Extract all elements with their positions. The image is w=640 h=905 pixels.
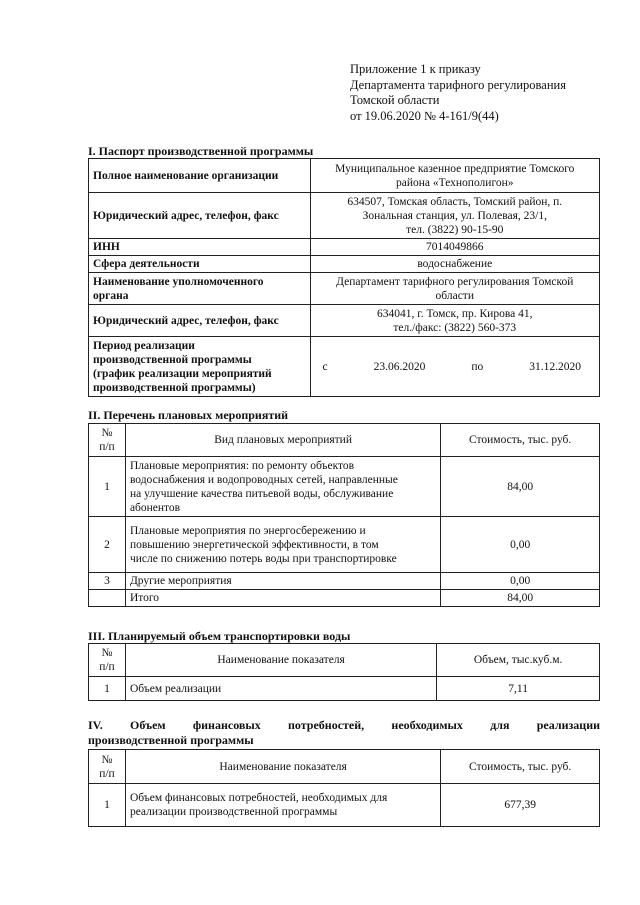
period-value bbox=[310, 337, 599, 397]
row-num: 2 bbox=[89, 517, 126, 573]
column-header-num bbox=[89, 750, 126, 784]
section-4-title-line bbox=[88, 718, 600, 733]
section-2-title: II. Перечень плановых мероприятий bbox=[88, 408, 289, 422]
row-num: 3 bbox=[89, 573, 126, 590]
table-row bbox=[89, 256, 600, 273]
title-word: реализации bbox=[536, 718, 601, 732]
name-line: абонентов bbox=[129, 501, 181, 514]
row-name bbox=[125, 784, 440, 827]
table-row bbox=[89, 573, 600, 590]
passport-value bbox=[310, 273, 599, 305]
name-line: повышению энергетической эффективности, в том bbox=[129, 538, 379, 551]
row-num: 1 bbox=[89, 677, 126, 701]
header-line: п/п bbox=[99, 767, 115, 780]
total-label: Итого bbox=[125, 590, 440, 607]
column-header-name: Наименование показателя bbox=[125, 644, 436, 677]
table-row bbox=[89, 305, 600, 337]
title-word: Объем bbox=[130, 718, 166, 732]
value-line: тел. (3822) 90-15-90 bbox=[406, 223, 504, 236]
passport-table bbox=[88, 158, 600, 397]
period-label bbox=[89, 337, 311, 397]
row-cost: 84,00 bbox=[441, 457, 600, 517]
header-line: п/п bbox=[99, 661, 115, 673]
title-word: для bbox=[490, 718, 510, 732]
section-4-title bbox=[88, 718, 600, 748]
table-row bbox=[89, 159, 600, 193]
header-line: Департамента тарифного регулирования bbox=[350, 77, 566, 92]
section-4-title-line: производственной программы bbox=[88, 733, 254, 747]
header-line: № bbox=[101, 647, 113, 659]
row-name: Объем реализации bbox=[125, 677, 436, 701]
passport-value bbox=[310, 305, 599, 337]
passport-value bbox=[310, 193, 599, 239]
header-line: № bbox=[101, 427, 113, 439]
passport-value bbox=[310, 159, 599, 193]
column-header-cost: Стоимость, тыс. руб. bbox=[441, 424, 600, 457]
label-line: органа bbox=[93, 289, 129, 302]
row-num: 1 bbox=[89, 457, 126, 517]
total-cost: 84,00 bbox=[441, 590, 600, 607]
table-row bbox=[89, 193, 600, 239]
table-total-row bbox=[89, 590, 600, 607]
column-header-num bbox=[89, 424, 126, 457]
passport-label: Юридический адрес, телефон, факс bbox=[89, 193, 311, 239]
row-name: Другие мероприятия bbox=[125, 573, 440, 590]
column-header-cost: Стоимость, тыс. руб. bbox=[441, 750, 600, 784]
header-line: № bbox=[101, 753, 113, 766]
table-row bbox=[89, 337, 600, 397]
value-line: 634041, г. Томск, пр. Кирова 41, bbox=[377, 307, 533, 320]
title-word: IV. bbox=[88, 718, 103, 732]
header-line: Томской области bbox=[350, 93, 440, 107]
header-line: от 19.06.2020 № 4-161/9(44) bbox=[350, 108, 499, 123]
value-line: области bbox=[435, 289, 474, 302]
title-word: финансовых bbox=[192, 718, 261, 732]
period-from-word: с bbox=[322, 360, 328, 373]
row-name bbox=[125, 457, 440, 517]
value-line: Муниципальное казенное предприятие Томского bbox=[335, 162, 575, 175]
transport-volume-table bbox=[88, 643, 600, 701]
title-word: потребностей, bbox=[288, 718, 365, 732]
title-word: необходимых bbox=[391, 718, 463, 732]
passport-label bbox=[89, 273, 311, 305]
value-line: Департамент тарифного регулирования Томской bbox=[336, 275, 574, 288]
label-line: Период реализации bbox=[93, 339, 195, 352]
value-line: тел./факс: (3822) 560-373 bbox=[393, 321, 517, 334]
table-row bbox=[89, 457, 600, 517]
value-line: района «Технополигон» bbox=[395, 176, 514, 189]
measures-table bbox=[88, 423, 600, 607]
name-line: на улучшение качества питьевой воды, обслуживание bbox=[129, 487, 394, 500]
document-header bbox=[350, 62, 610, 124]
row-value: 7,11 bbox=[437, 677, 600, 701]
section-1-title: I. Паспорт производственной программы bbox=[88, 144, 314, 158]
table-header-row bbox=[89, 750, 600, 784]
name-line: числе по снижению потерь воды при транспортировке bbox=[129, 552, 397, 565]
name-line: Плановые мероприятия: по ремонту объектов bbox=[129, 459, 355, 472]
period-to-word: по bbox=[471, 360, 484, 373]
row-cost: 0,00 bbox=[441, 517, 600, 573]
name-line: Плановые мероприятия по энергосбережению и bbox=[129, 524, 366, 537]
name-line: водоснабжения и водопроводных сетей, направленные bbox=[129, 473, 398, 486]
passport-label: Полное наименование организации bbox=[89, 159, 311, 193]
label-line: Наименование уполномоченного bbox=[93, 275, 264, 288]
passport-label: Сфера деятельности bbox=[89, 256, 311, 273]
value-line: Зональная станция, ул. Полевая, 23/1, bbox=[362, 209, 547, 222]
row-cost: 0,00 bbox=[441, 573, 600, 590]
table-header-row bbox=[89, 424, 600, 457]
label-line: (график реализации мероприятий bbox=[93, 367, 272, 380]
name-line: Объем финансовых потребностей, необходимых для bbox=[129, 792, 388, 804]
column-header-name: Наименование показателя bbox=[125, 750, 440, 784]
table-row bbox=[89, 677, 600, 701]
table-row bbox=[89, 239, 600, 256]
section-3-title: III. Планируемый объем транспортировки воды bbox=[88, 629, 351, 643]
row-num-empty bbox=[89, 590, 126, 607]
financial-needs-table bbox=[88, 749, 600, 827]
table-row bbox=[89, 517, 600, 573]
label-line: производственной программы) bbox=[93, 381, 256, 394]
name-line: реализации производственной программы bbox=[129, 806, 338, 818]
table-row bbox=[89, 273, 600, 305]
table-header-row bbox=[89, 644, 600, 677]
row-num: 1 bbox=[89, 784, 126, 827]
label-line: производственной программы bbox=[93, 353, 252, 366]
period-from-date: 23.06.2020 bbox=[373, 360, 426, 373]
row-cost: 677,39 bbox=[441, 784, 600, 827]
passport-label: Юридический адрес, телефон, факс bbox=[89, 305, 311, 337]
row-name bbox=[125, 517, 440, 573]
value-line: 634507, Томская область, Томский район, п. bbox=[347, 195, 563, 208]
header-line: п/п bbox=[99, 441, 115, 453]
table-row bbox=[89, 784, 600, 827]
column-header-name: Вид плановых мероприятий bbox=[125, 424, 440, 457]
passport-label: ИНН bbox=[89, 239, 311, 256]
column-header-num bbox=[89, 644, 126, 677]
column-header-value: Объем, тыс.куб.м. bbox=[437, 644, 600, 677]
header-line: Приложение 1 к приказу bbox=[350, 62, 481, 76]
passport-value: водоснабжение bbox=[310, 256, 599, 273]
period-to-date: 31.12.2020 bbox=[529, 360, 581, 373]
passport-value: 7014049866 bbox=[310, 239, 599, 256]
